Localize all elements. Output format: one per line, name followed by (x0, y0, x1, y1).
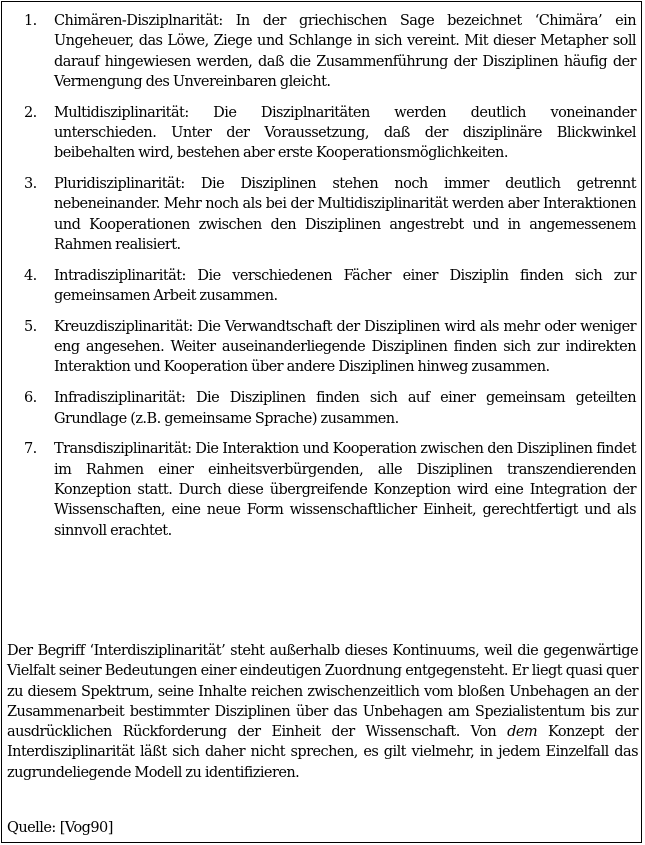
list-item-number: 3. (24, 176, 37, 193)
list-item-number: 6. (24, 390, 37, 407)
interdisciplinarity-paragraph (7, 641, 638, 783)
list-item-number: 7. (24, 441, 37, 458)
list-item-number: 1. (24, 13, 37, 29)
document-frame (1, 1, 642, 843)
list-item-text: Transdisziplinarität: Die Interaktion und Kooperation zwischen den Disziplinen findet im Rahmen einer einheitsverbürgenden, alle Disziplinen transzendierenden Konzeption statt. Durch diese übergreifende Konzeption wird eine Integration der Wissenschaften, eine neue Form wissenschaftlicher Einheit, gerechtfertigt und als sinnvoll erachtet. (54, 441, 636, 539)
paragraph-text-part2: Konzept der Interdisziplinarität läßt sich daher nicht sprechen, es gilt vielmehr, in jedem Einzelfall das zugrundeliegende Modell zu identifizieren. (7, 724, 638, 781)
paragraph-text-part1: Der Begriff ‘Interdisziplinarität’ steht außerhalb dieses Kontinuums, weil die gegenwärtige Vielfalt seiner Bedeutungen einer eindeutigen Zuordnung entgegensteht. Er liegt quasi quer zu diesem Spektrum, seine Inhalte reichen zwischenzeitlich vom bloßen Unbehagen an der Zusammenarbeit bestimmter Disziplinen über das Unbehagen am Spezialistentum bis zur ausdrücklichen Rückforderung der Einheit der Wissenschaft. Von (7, 643, 638, 741)
list-item-text: Infradisziplinarität: Die Disziplinen finden sich auf einer gemeinsam geteilten Grundlage (z.B. gemeinsame Sprache) zusammen. (54, 390, 636, 427)
list-item-number: 5. (24, 318, 37, 335)
list-item (2, 11, 641, 92)
disciplinarity-list (2, 11, 641, 551)
list-item-text: Multidisziplinarität: Die Disziplnaritäten werden deutlich voneinander unterschieden. Unter der Voraussetzung, daß der disziplinäre Blickwinkel beibehalten wird, bestehen aber erste Kooperationsmöglichkeiten. (54, 104, 636, 162)
list-item (2, 103, 641, 164)
list-item (2, 266, 641, 307)
list-item (2, 439, 641, 540)
source-citation: Quelle: [Vog90] (7, 820, 113, 836)
list-item-text: Chimären-Disziplnarität: In der griechischen Sage bezeichnet ‘Chimära’ ein Ungeheuer, das Löwe, Ziege und Schlange in sich vereint. Mit dieser Metapher soll darauf hingewiesen werden, daß die Zusammenführung der Disziplinen häufig der Vermengung des Unvereinbaren gleicht. (54, 13, 636, 90)
list-item-text: Intradisziplinarität: Die verschiedenen Fächer einer Disziplin finden sich zur gemeinsamen Arbeit zusammen. (54, 267, 636, 305)
paragraph-emphasis: dem (507, 724, 538, 741)
list-item (2, 388, 641, 429)
list-item-number: 4. (24, 267, 37, 284)
list-item-text: Pluridisziplinarität: Die Disziplinen stehen noch immer deutlich getrennt nebeneinander. Mehr noch als bei der Multidisziplinarität werden aber Interaktionen und Kooperationen zwischen den Disziplinen angestrebt und in angemessenem Rahmen realisiert. (54, 176, 636, 253)
list-item (2, 174, 641, 255)
list-item (2, 317, 641, 378)
list-item-text: Kreuzdisziplinarität: Die Verwandtschaft der Disziplinen wird als mehr oder weniger eng angesehen. Weiter auseinanderliegende Disziplinen finden sich zur indirekten Interaktion und Kooperation über andere Disziplinen hinweg zusammen. (54, 318, 636, 376)
list-item-number: 2. (24, 104, 37, 121)
